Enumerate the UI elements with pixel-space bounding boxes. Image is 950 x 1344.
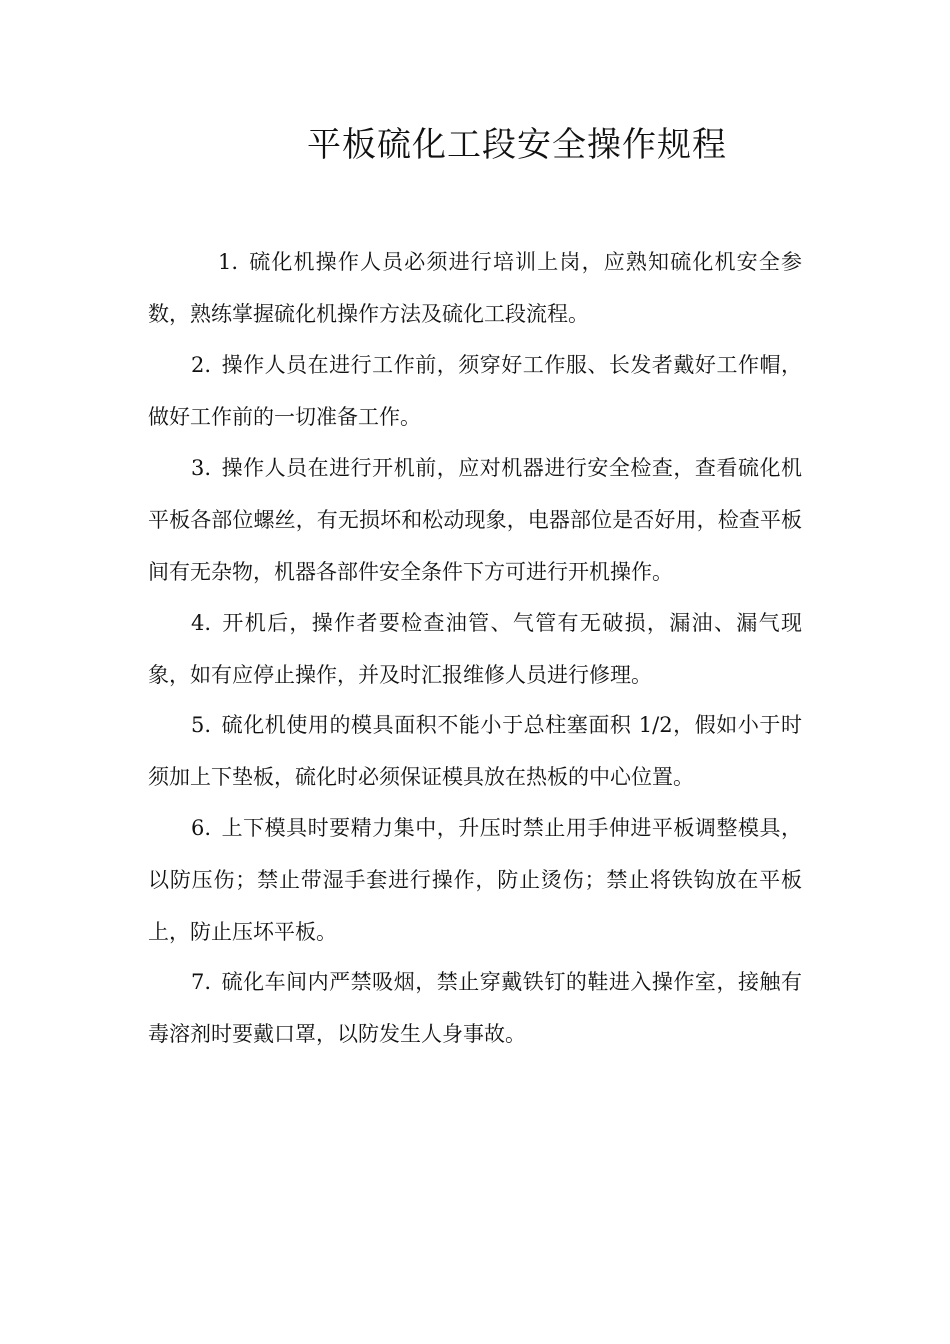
rule-paragraph-5	[148, 699, 802, 803]
rule-number: 4.	[191, 611, 212, 635]
rule-number: 2.	[191, 353, 212, 377]
rule-paragraph-2	[148, 339, 802, 443]
rule-text: 硫化机操作人员必须进行培训上岗，应熟知硫化机安全参数，熟练掌握硫化机操作方法及硫化工段流程。	[148, 250, 802, 326]
rule-text: 开机后，操作者要检查油管、气管有无破损，漏油、漏气现象，如有应停止操作，并及时汇报维修人员进行修理。	[148, 611, 802, 687]
page-title: 平板硫化工段安全操作规程	[307, 125, 727, 165]
rule-text: 上下模具时要精力集中，升压时禁止用手伸进平板调整模具，以防压伤；禁止带湿手套进行操作，防止烫伤；禁止将铁钩放在平板上，防止压坏平板。	[148, 816, 802, 944]
rule-number: 7.	[191, 970, 212, 994]
rule-text: 硫化机使用的模具面积不能小于总柱塞面积 1/2，假如小于时须加上下垫板，硫化时必须保证模具放在热板的中心位置。	[148, 713, 802, 789]
rule-number: 3.	[191, 456, 212, 480]
rule-number: 1.	[218, 250, 239, 274]
rule-text: 硫化车间内严禁吸烟，禁止穿戴铁钉的鞋进入操作室，接触有毒溶剂时要戴口罩，以防发生人身事故。	[148, 970, 802, 1046]
rule-paragraph-1	[148, 236, 802, 340]
rule-number: 5.	[191, 713, 212, 737]
rule-number: 6.	[191, 816, 212, 840]
rule-paragraph-7	[148, 956, 802, 1060]
rule-paragraph-6	[148, 802, 802, 958]
rule-paragraph-3	[148, 442, 802, 598]
rule-text: 操作人员在进行工作前，须穿好工作服、长发者戴好工作帽，做好工作前的一切准备工作。	[148, 353, 802, 429]
rule-paragraph-4	[148, 597, 802, 701]
rule-text: 操作人员在进行开机前，应对机器进行安全检查，查看硫化机平板各部位螺丝，有无损坏和松动现象，电器部位是否好用，检查平板间有无杂物，机器各部件安全条件下方可进行开机操作。	[148, 456, 802, 584]
